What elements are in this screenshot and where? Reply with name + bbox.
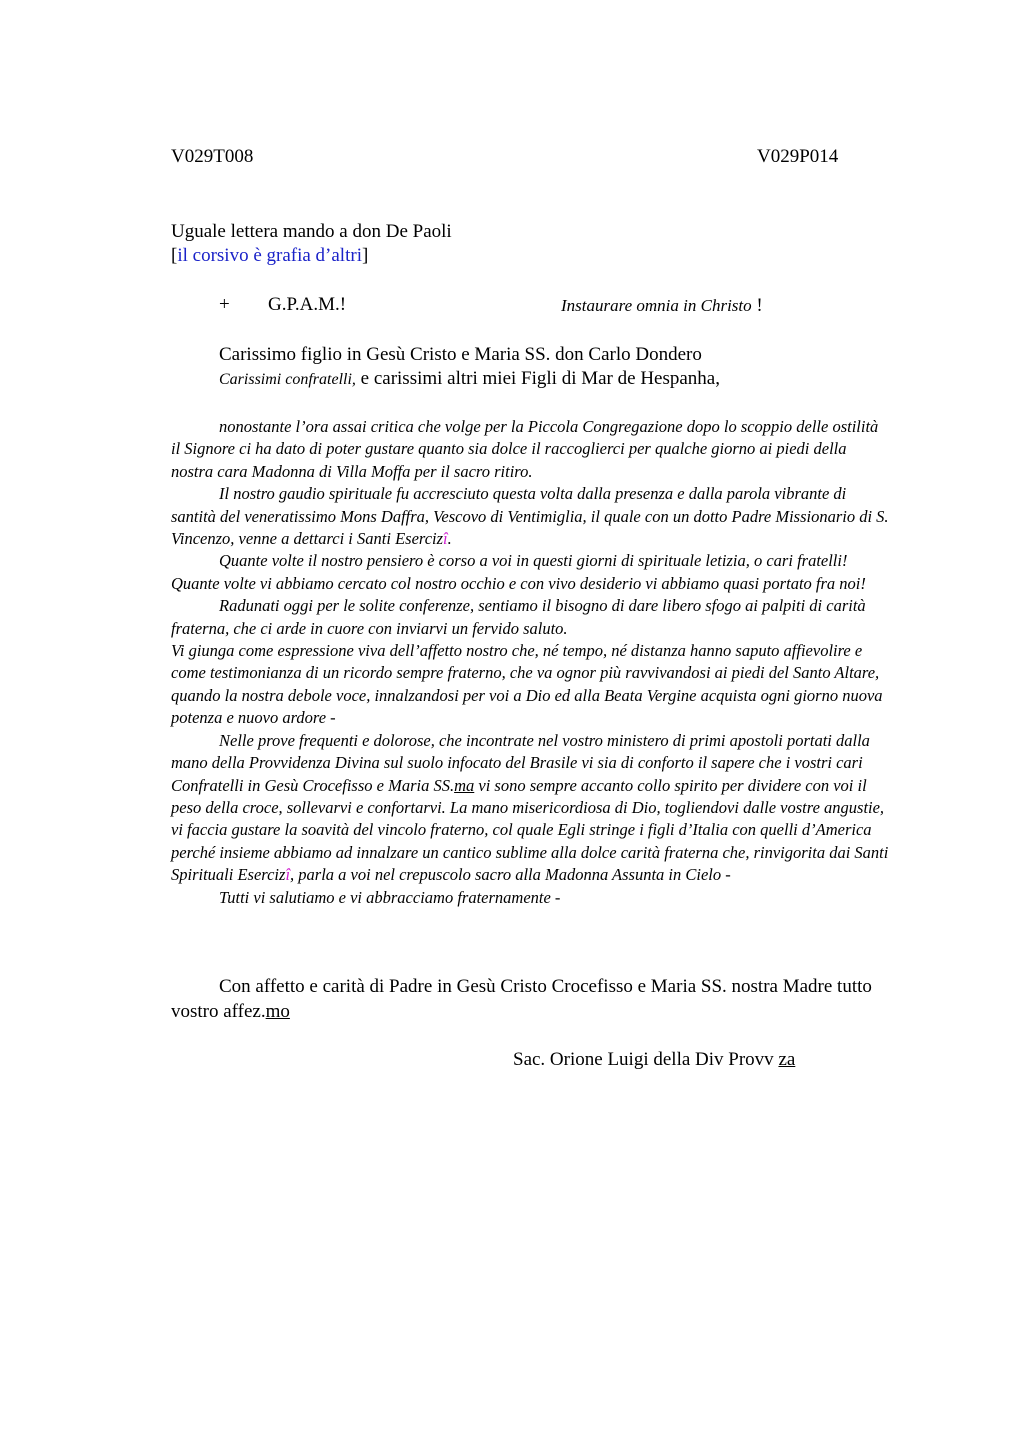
cross-symbol: + — [219, 294, 230, 315]
signature-text: Sac. Orione Luigi della Div Provv — [513, 1049, 779, 1070]
intro-line: Uguale lettera mando a don De Paoli — [171, 221, 452, 242]
closing — [171, 974, 901, 1024]
salutation-line-2 — [219, 367, 720, 392]
signature-abbrev: za — [778, 1049, 796, 1070]
paragraph-7: Tutti vi salutiamo e vi abbracciamo fraternamente - — [219, 887, 561, 907]
salutation-line-1: Carissimo figlio in Gesù Cristo e Maria SS. don Carlo Dondero — [219, 344, 702, 365]
accent-mark: î — [285, 865, 291, 885]
paragraph-2-text: Il nostro gaudio spirituale fu accresciuto questa volta dalla presenza e dalla parola vibrante di santità del veneratissimo Mons Daffra, Vescovo di Ventimiglia, il quale con un dotto Padre Missionario di S. Vincenzo, venne a dettarci i Santi Eserciz — [171, 484, 889, 549]
closing-text: Con affetto e carità di Padre in Gesù Cristo Crocefisso e Maria SS. nostra Madre tutto vostro affez. — [171, 976, 872, 1022]
paragraph-6-text-c: , parla a voi nel crepuscolo sacro alla Madonna Assunta in Cielo - — [290, 865, 731, 885]
paragraph-3: Quante volte il nostro pensiero è corso a voi in questi giorni di spirituale letizia, o cari fratelli! Quante volte vi abbiamo cercato col nostro occhio e con vivo desiderio vi abbiamo quasi portato fra noi! — [171, 551, 866, 593]
accent-mark: î — [443, 529, 448, 549]
letter-body — [171, 416, 891, 909]
gpam-invocation: G.P.A.M.! — [268, 294, 347, 315]
abbrev-superscript: ma — [454, 775, 475, 795]
closing-abbrev: mo — [265, 1001, 290, 1022]
closing-line — [171, 974, 901, 1024]
paragraph-2-end: . — [447, 529, 452, 549]
salutation — [219, 343, 720, 392]
motto-end: ! — [751, 295, 763, 316]
paragraph-1: nonostante l’ora assai critica che volge per la Piccola Congregazione dopo lo scoppio delle ostilità il Signore ci ha dato di poter gustare quanto sia dolce il raccoglierci per qualche giorno ai piedi della nostra cara Madonna di Villa Moffa per il sacro ritiro. — [171, 417, 879, 481]
paragraph-6 — [171, 730, 891, 887]
editor-note — [171, 244, 452, 268]
paragraph-5: Vi giunga come espressione viva dell’affetto nostro che, né tempo, né distanza hanno saputo affievolire e come testimonianza di un ricordo sempre fraterno, che va ognor più ravvivandosi ai piedi del Santo Altare, quando la nostra debole voce, innalzandosi per voi a Dio ed alla Beata Vergine acquista ogni giorno nuova potenza e nuovo ardore - — [171, 641, 883, 728]
paragraph-6-text-a: Nelle prove frequenti e dolorose, che incontrate nel vostro ministero di primi apostoli portati dalla mano della Provvidenza Divina sul suolo infocato del Brasile vi sia di conforto il sapere che i vostri cari Confratelli in Gesù Crocefisso e Maria SS. — [171, 730, 870, 795]
signature — [513, 1049, 795, 1071]
intro-note — [171, 220, 452, 268]
editor-note-open: [ — [171, 245, 178, 266]
paragraph-2 — [171, 483, 891, 550]
salutation-italic: Carissimi confratelli, — [219, 371, 356, 388]
paragraph-4: Radunati oggi per le solite conferenze, sentiamo il bisogno di dare libero sfogo ai palpiti di carità fraterna, che ci arde in cuore con inviarvi un fervido saluto. — [171, 596, 866, 638]
salutation-rest: e carissimi altri miei Figli di Mar de Hespanha, — [355, 368, 720, 389]
editor-note-close: ] — [361, 245, 369, 266]
editor-note-text: il corsivo è grafia d’altri — [177, 245, 362, 266]
motto-text: Instaurare omnia in Christo — [561, 296, 752, 315]
document-code-right: V029P014 — [757, 146, 839, 167]
document-code-left: V029T008 — [171, 146, 254, 167]
motto — [561, 295, 763, 317]
paragraph-6-text-b: vi sono sempre accanto collo spirito per dividere con voi il peso della croce, sollevarvi e confortarvi. La mano misericordiosa di Dio, togliendovi dalle vostre angustie, vi faccia gustare la soavità del vincolo fraterno, col quale Egli stringe i figli d’Italia con quelli d’America perché insieme abbiamo ad innalzare un cantico sublime alla dolce carità fraterna che, rinvigorita dai Santi Spirituali Eserciz — [171, 775, 889, 885]
